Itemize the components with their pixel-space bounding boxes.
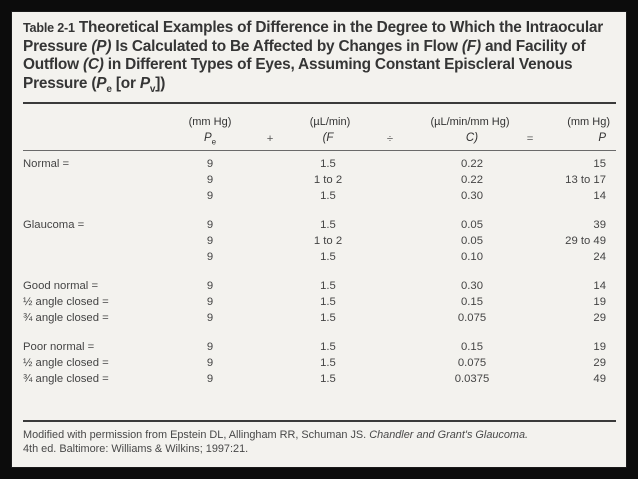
header-bottom-rule xyxy=(23,150,616,151)
cell-f: 1.5 xyxy=(320,312,336,324)
cell-pe: 9 xyxy=(206,373,214,385)
cell-pe: 9 xyxy=(206,158,214,170)
row-label: Poor normal = xyxy=(23,341,95,353)
table-bottom-rule xyxy=(23,420,616,422)
cell-c: 0.22 xyxy=(461,174,483,186)
cell-c: 0.075 xyxy=(457,357,487,369)
header-top-rule xyxy=(23,102,616,104)
cell-f: 1.5 xyxy=(320,158,336,170)
cell-pe: 9 xyxy=(206,251,214,263)
row-label: Normal = xyxy=(23,158,70,170)
cell-f: 1 to 2 xyxy=(313,235,343,247)
cell-c: 0.22 xyxy=(461,158,483,170)
header-p-symbol: P xyxy=(598,132,606,144)
title-line-3: Outflow (C) in Different Types of Eyes, Assuming Constant Episcleral Venous xyxy=(23,56,573,73)
cell-c: 0.15 xyxy=(461,296,483,308)
cell-c: 0.15 xyxy=(461,341,483,353)
cell-c: 0.30 xyxy=(461,190,483,202)
cell-p: 29 to 49 xyxy=(565,235,606,247)
cell-f: 1 to 2 xyxy=(313,174,343,186)
row-label: ½ angle closed = xyxy=(23,357,109,369)
cell-p: 14 xyxy=(593,280,606,292)
row-label: ½ angle closed = xyxy=(23,296,109,308)
header-divide-sign: ÷ xyxy=(386,133,394,145)
cell-pe: 9 xyxy=(206,235,214,247)
cell-p: 15 xyxy=(593,158,606,170)
row-label: Good normal = xyxy=(23,280,99,292)
cell-c: 0.30 xyxy=(461,280,483,292)
cell-c: 0.05 xyxy=(461,219,483,231)
header-f-unit: (µL/min) xyxy=(309,116,351,128)
header-f-symbol: (F xyxy=(322,132,334,144)
cell-c: 0.075 xyxy=(457,312,487,324)
cell-p: 13 to 17 xyxy=(565,174,606,186)
header-equals-sign: = xyxy=(526,133,534,145)
cell-pe: 9 xyxy=(206,174,214,186)
cell-pe: 9 xyxy=(206,312,214,324)
cell-f: 1.5 xyxy=(320,251,336,263)
cell-c: 0.10 xyxy=(461,251,483,263)
cell-p: 39 xyxy=(593,219,606,231)
header-c-unit: (µL/min/mm Hg) xyxy=(430,116,510,128)
header-p-unit: (mm Hg) xyxy=(567,116,610,128)
cell-pe: 9 xyxy=(206,190,214,202)
cell-c: 0.0375 xyxy=(454,373,490,385)
cell-f: 1.5 xyxy=(320,341,336,353)
header-pe-symbol: $P_e$ xyxy=(203,132,217,147)
cell-p: 24 xyxy=(593,251,606,263)
table-title xyxy=(23,19,613,93)
cell-f: 1.5 xyxy=(320,219,336,231)
cell-f: 1.5 xyxy=(320,190,336,202)
row-label: ¾ angle closed = xyxy=(23,373,109,385)
cell-p: 29 xyxy=(593,312,606,324)
header-plus-sign: + xyxy=(266,133,274,145)
table-page xyxy=(12,12,626,467)
cell-p: 19 xyxy=(593,296,606,308)
cell-pe: 9 xyxy=(206,280,214,292)
cell-p: 29 xyxy=(593,357,606,369)
title-line-4: Pressure ($P_e$ [or $P_v$]) xyxy=(23,74,166,95)
row-label: Glaucoma = xyxy=(23,219,85,231)
cell-f: 1.5 xyxy=(320,373,336,385)
header-c-symbol: C) xyxy=(465,132,479,144)
cell-pe: 9 xyxy=(206,357,214,369)
cell-f: 1.5 xyxy=(320,296,336,308)
table-number: Table 2-1 xyxy=(23,21,75,35)
cell-p: 49 xyxy=(593,373,606,385)
table-footnote: Modified with permission from Epstein DL, Allingham RR, Schuman JS. Chandler and Grant's Glaucoma. 4th ed. Baltimore: Williams & Wilkins; 1997:21. xyxy=(23,429,529,455)
cell-pe: 9 xyxy=(206,341,214,353)
cell-c: 0.05 xyxy=(461,235,483,247)
cell-f: 1.5 xyxy=(320,280,336,292)
cell-p: 19 xyxy=(593,341,606,353)
title-line-2: Pressure (P) Is Calculated to Be Affected by Changes in Flow (F) and Facility of xyxy=(23,37,586,55)
row-label: ¾ angle closed = xyxy=(23,312,109,324)
cell-f: 1.5 xyxy=(320,357,336,369)
cell-pe: 9 xyxy=(206,219,214,231)
cell-p: 14 xyxy=(593,190,606,202)
title-line-1: Table 2-1 Theoretical Examples of Difference in the Degree to Which the Intraocular xyxy=(23,19,604,36)
cell-pe: 9 xyxy=(206,296,214,308)
header-pe-unit: (mm Hg) xyxy=(188,116,232,128)
